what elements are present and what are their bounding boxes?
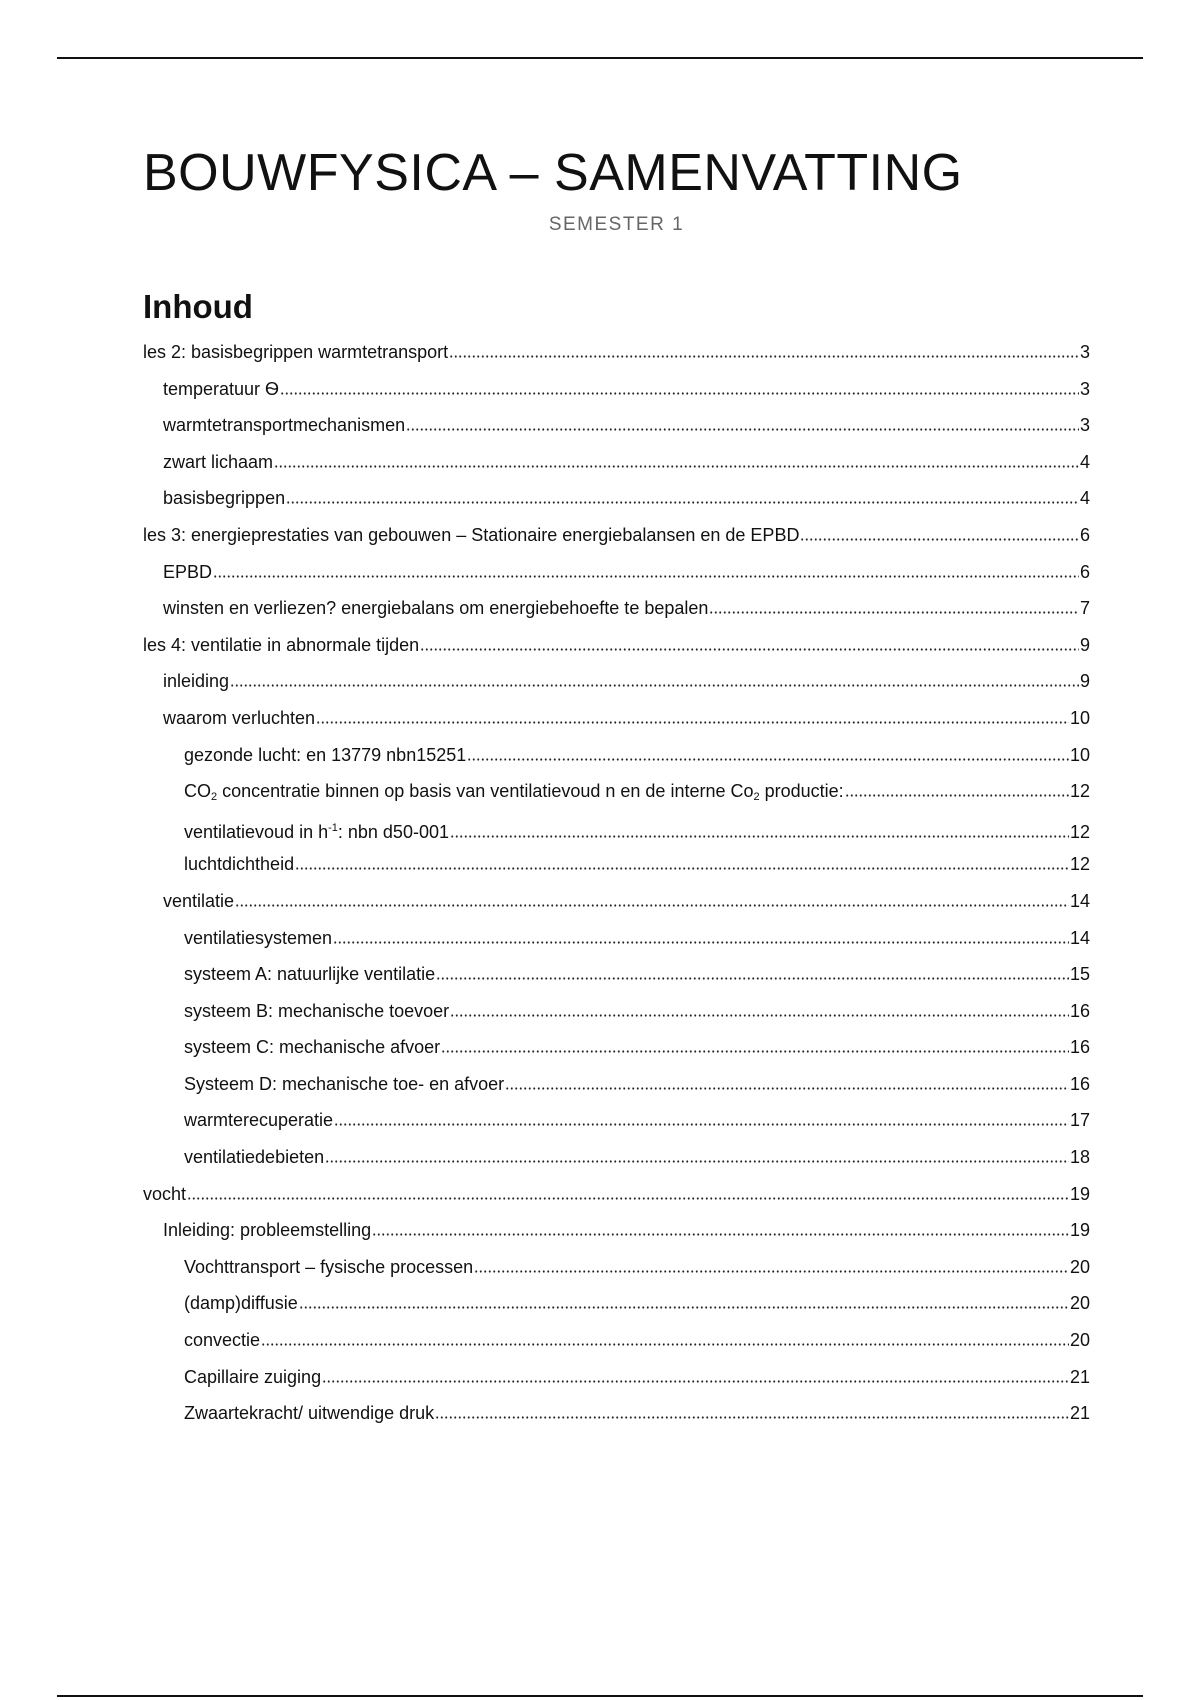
toc-page-number: 6: [1079, 524, 1090, 545]
dot-leader: [235, 895, 1069, 907]
toc-entry-text-part: ventilatievoud in h: [184, 821, 329, 842]
toc-page-number: 14: [1069, 927, 1090, 948]
dot-leader: [333, 932, 1069, 944]
dot-leader: [213, 566, 1079, 578]
toc-entry-title: systeem B: mechanische toevoer: [184, 1000, 450, 1021]
toc-entry-title: ventilatiedebieten: [184, 1147, 325, 1168]
toc-entry[interactable]: [143, 773, 1090, 810]
toc-entry[interactable]: [143, 407, 1090, 444]
dot-leader: [450, 1005, 1069, 1017]
dot-leader: [261, 1334, 1069, 1346]
toc-entry[interactable]: [143, 480, 1090, 517]
dot-leader: [420, 639, 1079, 651]
dot-leader: [286, 492, 1079, 504]
toc-page-number: 4: [1079, 488, 1090, 509]
dot-leader: [449, 346, 1079, 358]
toc-page-number: 19: [1069, 1220, 1090, 1241]
toc-entry-title: inleiding: [163, 671, 230, 692]
toc-heading: Inhoud: [143, 288, 253, 325]
toc-page-number: 12: [1069, 821, 1090, 842]
toc-entry-title: convectie: [184, 1330, 261, 1351]
toc-entry-title: warmtetransportmechanismen: [163, 415, 406, 436]
toc-entry-title: winsten en verliezen? energiebalans om energiebehoefte te bepalen: [163, 598, 709, 619]
toc-page-number: 3: [1079, 415, 1090, 436]
document-subtitle: SEMESTER 1: [548, 214, 685, 235]
dot-leader: [845, 785, 1069, 797]
toc-entry-title: (damp)diffusie: [184, 1293, 298, 1314]
toc-page-number: 9: [1079, 671, 1090, 692]
toc-entry-title: les 2: basisbegrippen warmtetransport: [143, 342, 449, 362]
subscript: 2: [753, 791, 760, 804]
toc-entry-title: vocht: [143, 1183, 187, 1204]
toc-page-number: 3: [1079, 342, 1090, 362]
dot-leader: [372, 1224, 1069, 1236]
dot-leader: [505, 1078, 1069, 1090]
dot-leader: [474, 1261, 1069, 1273]
toc-entry-title: ventilatiesystemen: [184, 927, 333, 948]
toc-entry-title: gezonde lucht: en 13779 nbn15251: [184, 744, 467, 765]
toc-page-number: 12: [1069, 781, 1090, 802]
toc-entry-title: Inleiding: probleemstelling: [163, 1220, 372, 1241]
dot-leader: [406, 419, 1079, 431]
table-of-contents: [143, 334, 1090, 1432]
dot-leader: [325, 1151, 1069, 1163]
toc-entry-title: les 4: ventilatie in abnormale tijden: [143, 634, 420, 655]
dot-leader: [436, 968, 1069, 980]
toc-entry-text-part: CO: [184, 781, 211, 802]
toc-entry-text-part: : nbn d50-001: [337, 821, 449, 842]
toc-page-number: 20: [1069, 1256, 1090, 1277]
toc-entry[interactable]: [143, 920, 1090, 957]
toc-page-number: 21: [1069, 1366, 1090, 1387]
toc-page-number: 18: [1069, 1147, 1090, 1168]
toc-entry[interactable]: [143, 1029, 1090, 1066]
toc-entry[interactable]: [143, 1176, 1090, 1213]
toc-entry[interactable]: [143, 334, 1090, 371]
dot-leader: [467, 749, 1069, 761]
toc-page-number: 21: [1069, 1403, 1090, 1424]
toc-entry-title: temperatuur Ѳ: [163, 378, 280, 399]
toc-entry[interactable]: [143, 554, 1090, 591]
toc-page-number: 10: [1069, 744, 1090, 765]
dot-leader: [295, 858, 1069, 870]
toc-entry-title: Capillaire zuiging: [184, 1366, 322, 1387]
dot-leader: [187, 1188, 1069, 1200]
dot-leader: [435, 1407, 1069, 1419]
toc-entry[interactable]: [143, 1066, 1090, 1103]
toc-entry[interactable]: [143, 444, 1090, 481]
document-title: BOUWFYSICA – SAMENVATTING: [143, 144, 963, 202]
toc-page-number: 15: [1069, 964, 1090, 985]
toc-entry-title: Vochttransport – fysische processen: [184, 1256, 474, 1277]
toc-page-number: 3: [1079, 378, 1090, 399]
toc-entry-title: [184, 810, 449, 851]
toc-page-number: 19: [1069, 1183, 1090, 1204]
toc-page-number: 4: [1079, 451, 1090, 472]
toc-page-number: 14: [1069, 890, 1090, 911]
toc-page-number: 17: [1069, 1110, 1090, 1131]
header-rule: [57, 57, 1143, 59]
toc-entry-title: luchtdichtheid: [184, 854, 295, 875]
toc-entry[interactable]: [143, 371, 1090, 408]
toc-page-number: 12: [1069, 854, 1090, 875]
toc-entry[interactable]: [143, 1249, 1090, 1286]
toc-entry-title: Zwaartekracht/ uitwendige druk: [184, 1403, 435, 1424]
toc-entry[interactable]: [143, 1285, 1090, 1322]
toc-page-number: 20: [1069, 1330, 1090, 1351]
dot-leader: [709, 602, 1079, 614]
toc-entry-title: ventilatie: [163, 890, 235, 911]
subscript: 2: [211, 791, 218, 804]
toc-entry[interactable]: [143, 1395, 1090, 1432]
toc-entry[interactable]: [143, 1102, 1090, 1139]
dot-leader: [280, 383, 1079, 395]
toc-entry[interactable]: [143, 737, 1090, 774]
dot-leader: [230, 675, 1079, 687]
toc-entry-title: warmterecuperatie: [184, 1110, 334, 1131]
toc-page-number: 6: [1079, 561, 1090, 582]
toc-entry[interactable]: [143, 1359, 1090, 1396]
toc-entry-text-part: productie:: [759, 781, 844, 802]
footer-rule: [57, 1695, 1143, 1697]
dot-leader: [450, 826, 1069, 838]
toc-entry-title: systeem A: natuurlijke ventilatie: [184, 964, 436, 985]
toc-page-number: 16: [1069, 1073, 1090, 1094]
toc-page-number: 7: [1079, 598, 1090, 619]
toc-entry[interactable]: [143, 1322, 1090, 1359]
toc-entry-title: waarom verluchten: [163, 707, 316, 728]
toc-entry[interactable]: [143, 956, 1090, 993]
toc-entry[interactable]: [143, 590, 1090, 627]
toc-entry[interactable]: [143, 627, 1090, 664]
dot-leader: [322, 1371, 1069, 1383]
toc-entry-title: Systeem D: mechanische toe- en afvoer: [184, 1073, 505, 1094]
toc-entry[interactable]: [143, 700, 1090, 737]
toc-entry[interactable]: [143, 846, 1090, 883]
toc-entry-title: EPBD: [163, 561, 213, 582]
dot-leader: [441, 1041, 1069, 1053]
dot-leader: [274, 456, 1079, 468]
toc-entry[interactable]: [143, 993, 1090, 1030]
dot-leader: [316, 712, 1069, 724]
toc-page-number: 20: [1069, 1293, 1090, 1314]
toc-entry-title: zwart lichaam: [163, 451, 274, 472]
toc-entry-text-part: concentratie binnen op basis van ventilatievoud n en de interne Co: [217, 781, 754, 802]
toc-page-number: 9: [1079, 634, 1090, 655]
toc-entry[interactable]: [143, 1139, 1090, 1176]
toc-entry-title: systeem C: mechanische afvoer: [184, 1037, 441, 1058]
dot-leader: [334, 1114, 1069, 1126]
toc-entry[interactable]: [143, 883, 1090, 920]
toc-entry-title: les 3: energieprestaties van gebouwen – Stationaire energiebalansen en de EPBD: [143, 524, 800, 545]
toc-entry[interactable]: [143, 517, 1090, 554]
superscript: -1: [328, 821, 338, 834]
toc-page-number: 16: [1069, 1000, 1090, 1021]
toc-entry-title: basisbegrippen: [163, 488, 286, 509]
toc-page-number: 10: [1069, 707, 1090, 728]
toc-entry[interactable]: [143, 663, 1090, 700]
dot-leader: [800, 529, 1079, 541]
toc-page-number: 16: [1069, 1037, 1090, 1058]
dot-leader: [299, 1297, 1069, 1309]
toc-entry[interactable]: [143, 1212, 1090, 1249]
